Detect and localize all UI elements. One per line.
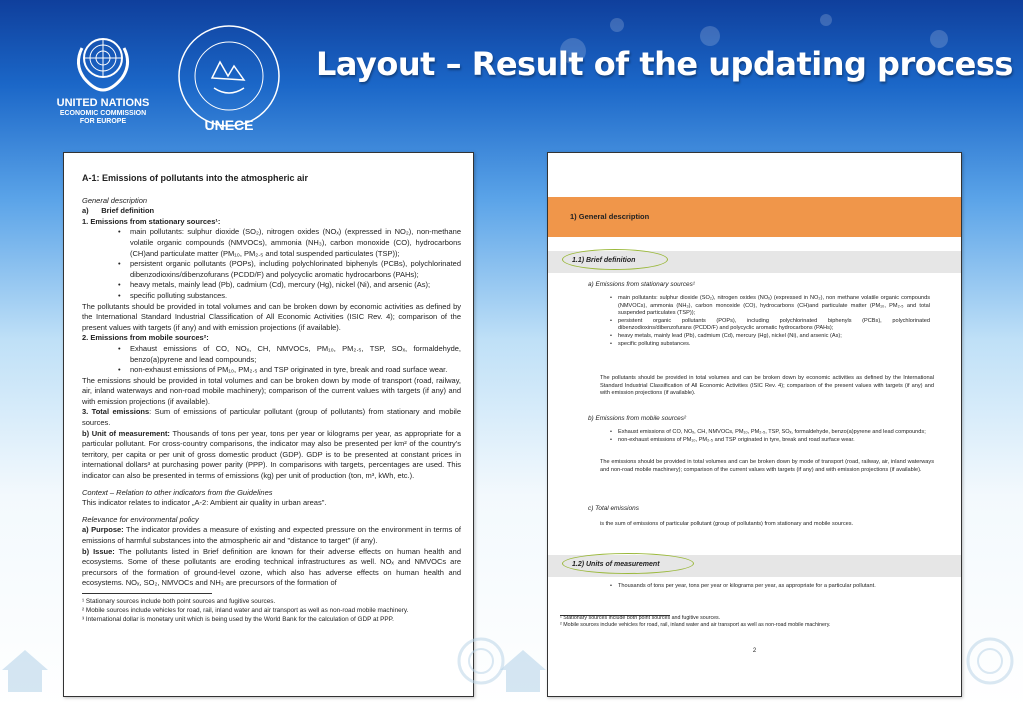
general-description-heading: General description	[82, 195, 148, 205]
footnote-block	[560, 615, 950, 629]
document-page-old-layout	[63, 152, 474, 697]
paragraph: The emissions should be provided in total volumes and can be broken down by mode of transport (road, railway, air, inland waterways and non-road mobile machinery); comparison of the current values with targets (if any) and with emission projections (if available).	[600, 459, 934, 473]
item-text: The indicator provides a measure of existing and expected pressure on the environment in terms of emissions of harmful substances into the atmospheric air and "distance to target" (if any).	[82, 525, 461, 545]
band-title: 1) General description	[570, 212, 650, 221]
list-item: • specific polluting substances.	[610, 341, 930, 349]
list-item: • main pollutants: sulphur dioxide (SO₂), nitrogen oxides (NOₓ) (expressed in NO₂), non-methane volatile organic compounds (NMVOCs), ammonia (NH₃), carbon monoxide (CO), hydrocarbons (CH)and particulate matter (PM₁₀, PM₂.₅ and total suspended particulates (TSP));	[118, 227, 461, 259]
list-item: • heavy metals, mainly lead (Pb), cadmium (Cd), mercury (Hg), nickel (Ni), and arsenic (As);	[118, 280, 461, 291]
brief-definition-heading: 1.1) Brief definition	[572, 257, 636, 264]
page-heading: A-1: Emissions of pollutants into the atmospheric air	[82, 173, 309, 183]
list-item: • heavy metals, mainly lead (Pb), cadmium (Cd), mercury (Hg), nickel (Ni), and arsenic (As);	[610, 333, 930, 341]
slide-header	[0, 0, 1023, 140]
list-item: • non-exhaust emissions of PM₁₀, PM₂.₅ and TSP originated in tyre, break and road surface wear.	[118, 365, 461, 376]
mobile-sources-list	[610, 429, 930, 444]
item-label: a)	[82, 206, 89, 216]
list-item: • main pollutants: sulphur dioxide (SO₂), nitrogen oxides (NOₓ) (expressed in NO₂), non methane volatile organic compounds (NMVOCs), ammonia (NH₃), carbon monoxide (CO), hydrocarbons (CH)and particulate matter (PM₁₀, PM₂.₅ and total suspended particulates (TSP));	[610, 295, 930, 318]
list-item: • non-exhaust emissions of PM₁₀, PM₂.₅ and TSP originated in tyre, break and road surface wear.	[610, 437, 930, 445]
list-item: • persistent organic pollutants (POPs), including polychlorinated biphenyls (PCBs), polychlorinated dibenzodioxins/dibenzofurans (PCDD/F) and polycyclic aromatic hydrocarbons (PAHs);	[610, 318, 930, 333]
item-label: 3. Total emissions	[82, 407, 150, 417]
item-text: Brief definition	[101, 206, 155, 216]
stationary-sources-list	[82, 227, 461, 301]
mobile-sources-heading: b) Emissions from mobile sources²	[588, 415, 687, 422]
list-item: • Thousands of tons per year, tons per year or kilograms per year, as appropriate for a particular pollutant.	[610, 583, 930, 591]
total-emissions-heading: c) Total emissions	[588, 505, 639, 512]
paragraph: The pollutants should be provided in total volumes and can be broken down by economic activities as defined by the International Standard Industrial Classification of All Economic Activities (ISIC Rev. 4); comparison of the present values with targets (if any) and with emission projections (if available).	[82, 301, 461, 332]
un-logo-name: UNITED NATIONS	[56, 97, 150, 109]
item-label: b) Issue:	[82, 546, 115, 556]
document-page-new-layout	[547, 152, 962, 697]
stationary-sources-list	[610, 295, 930, 348]
item-text: Thousands of tons per year, tons per year or kilograms per year, as appropriate for a particular pollutant. For cross-country comparisons, the indicator may also be presented per km² of the country's territory, per capita or per unit of gross domestic product (GDP). GDP is to be presented at constant prices in international dollars³ at purchasing power parity (PPP). In comparisons with targets, percentages are used. This indicator can also be presented in terms of emissions (kg) per unit of production (ton, m³, kWh, etc.).	[82, 428, 461, 481]
home-icon	[498, 648, 548, 694]
units-of-measurement-heading: 1.2) Units of measurement	[572, 561, 660, 568]
item-text: The pollutants listed in Brief definition are known for their adverse effects on human health and ecosystems. Some of these pollutants are eroding technical infrastructures as well. NOₓ and NMVOCs are precursors of the formation of ground-level ozone, which also has adverse effects on human health and ecosystems. NOₓ, SO₂, NMVOCs and NH₃ are precursors of the formation of	[82, 546, 461, 588]
un-logo-subtitle-line2: FOR EUROPE	[79, 118, 127, 125]
list-item: • Exhaust emissions of CO, NOₓ, CH, NMVOCs, PM₁₀, PM₂.₅, TSP, SOₓ, formaldehyde, benzo(a)pyrene and lead compounds;	[610, 429, 930, 437]
total-emissions-text: is the sum of emissions of particular pollutant (group of pollutants) from stationary and mobile sources.	[600, 521, 854, 527]
footnote: ¹ Stationary sources include both point sources and fugitive sources.	[82, 597, 276, 605]
footnote: ² Mobile sources include vehicles for road, rail, inland water and air transport as well as non-road mobile machinery.	[560, 622, 831, 628]
home-icon	[0, 648, 50, 694]
item-label: a) Purpose:	[82, 525, 124, 535]
paragraph: The pollutants should be provided in total volumes and can be broken down by economic activities as defined by the International Standard Industrial Classification of All Economic Activities (ISIC Rev. 4); comparison of the present values with targets (if any) and with emission projections (if available).	[600, 375, 934, 397]
general-description-band	[548, 197, 961, 237]
mobile-sources-heading: 2. Emissions from mobile sources²:	[82, 333, 209, 343]
un-logo-subtitle	[48, 110, 158, 126]
un-emblem-icon	[70, 28, 136, 94]
green-logo-org: UNECE	[204, 117, 254, 133]
units-list	[610, 583, 930, 591]
list-item: • Exhaust emissions of CO, NOₓ, CH, NMVOCs, PM₁₀, PM₂.₅, TSP, SOₓ, formaldehyde, benzo(a)pyrene and lead compounds;	[118, 344, 461, 365]
stationary-sources-heading: 1. Emissions from stationary sources¹:	[82, 216, 221, 226]
total-emissions-paragraph	[82, 407, 461, 428]
list-item: • persistent organic pollutants (POPs), including polychlorinated biphenyls (PCBs), polychlorinated dibenzodioxins/dibenzofurans (PCDD/F) and polycyclic aromatic hydrocarbons (PAHs);	[118, 259, 461, 280]
slide-title: Layout – Result of the updating process	[316, 45, 1013, 83]
un-logo-subtitle-line1: ECONOMIC COMMISSION	[59, 110, 147, 117]
footnote-divider	[82, 593, 212, 594]
footnote: ² Mobile sources include vehicles for road, rail, inland water and air transport as well as non-road mobile machinery.	[82, 606, 409, 614]
un-ece-logo	[48, 28, 158, 138]
footnote: ¹ Stationary sources include both point sources and fugitive sources.	[560, 615, 721, 621]
stationary-sources-heading: a) Emissions from stationary sources¹	[588, 281, 695, 288]
context-heading: Context – Relation to other indicators from the Guidelines	[82, 487, 273, 497]
brief-definition-heading	[82, 206, 461, 217]
item-label: b) Unit of measurement:	[82, 428, 170, 438]
un-seal-watermark-icon	[963, 634, 1017, 688]
green-economy-logo-icon	[174, 18, 284, 138]
footnote: ³ International dollar is monetary unit which is being used by the World Bank for the calculation of GDP at PPP.	[82, 615, 394, 623]
context-text: This indicator relates to indicator „A-2: Ambient air quality in urban areas".	[82, 498, 327, 508]
unit-of-measurement-paragraph	[82, 429, 461, 482]
mobile-sources-list	[82, 344, 461, 376]
page-number: 2	[752, 648, 757, 654]
issue-paragraph	[82, 547, 461, 589]
purpose-paragraph	[82, 525, 461, 546]
list-item: • specific polluting substances.	[118, 291, 461, 302]
paragraph: The emissions should be provided in total volumes and can be broken down by mode of transport (road, railway, air, inland waterways and non-road mobile machinery); comparison of the current values with targets (if any) and with emission projections (if available).	[82, 375, 461, 406]
relevance-heading: Relevance for environmental policy	[82, 514, 199, 524]
item-text: : Sum of emissions of particular pollutant (group of pollutants) from stationary and mobile sources.	[82, 407, 462, 428]
